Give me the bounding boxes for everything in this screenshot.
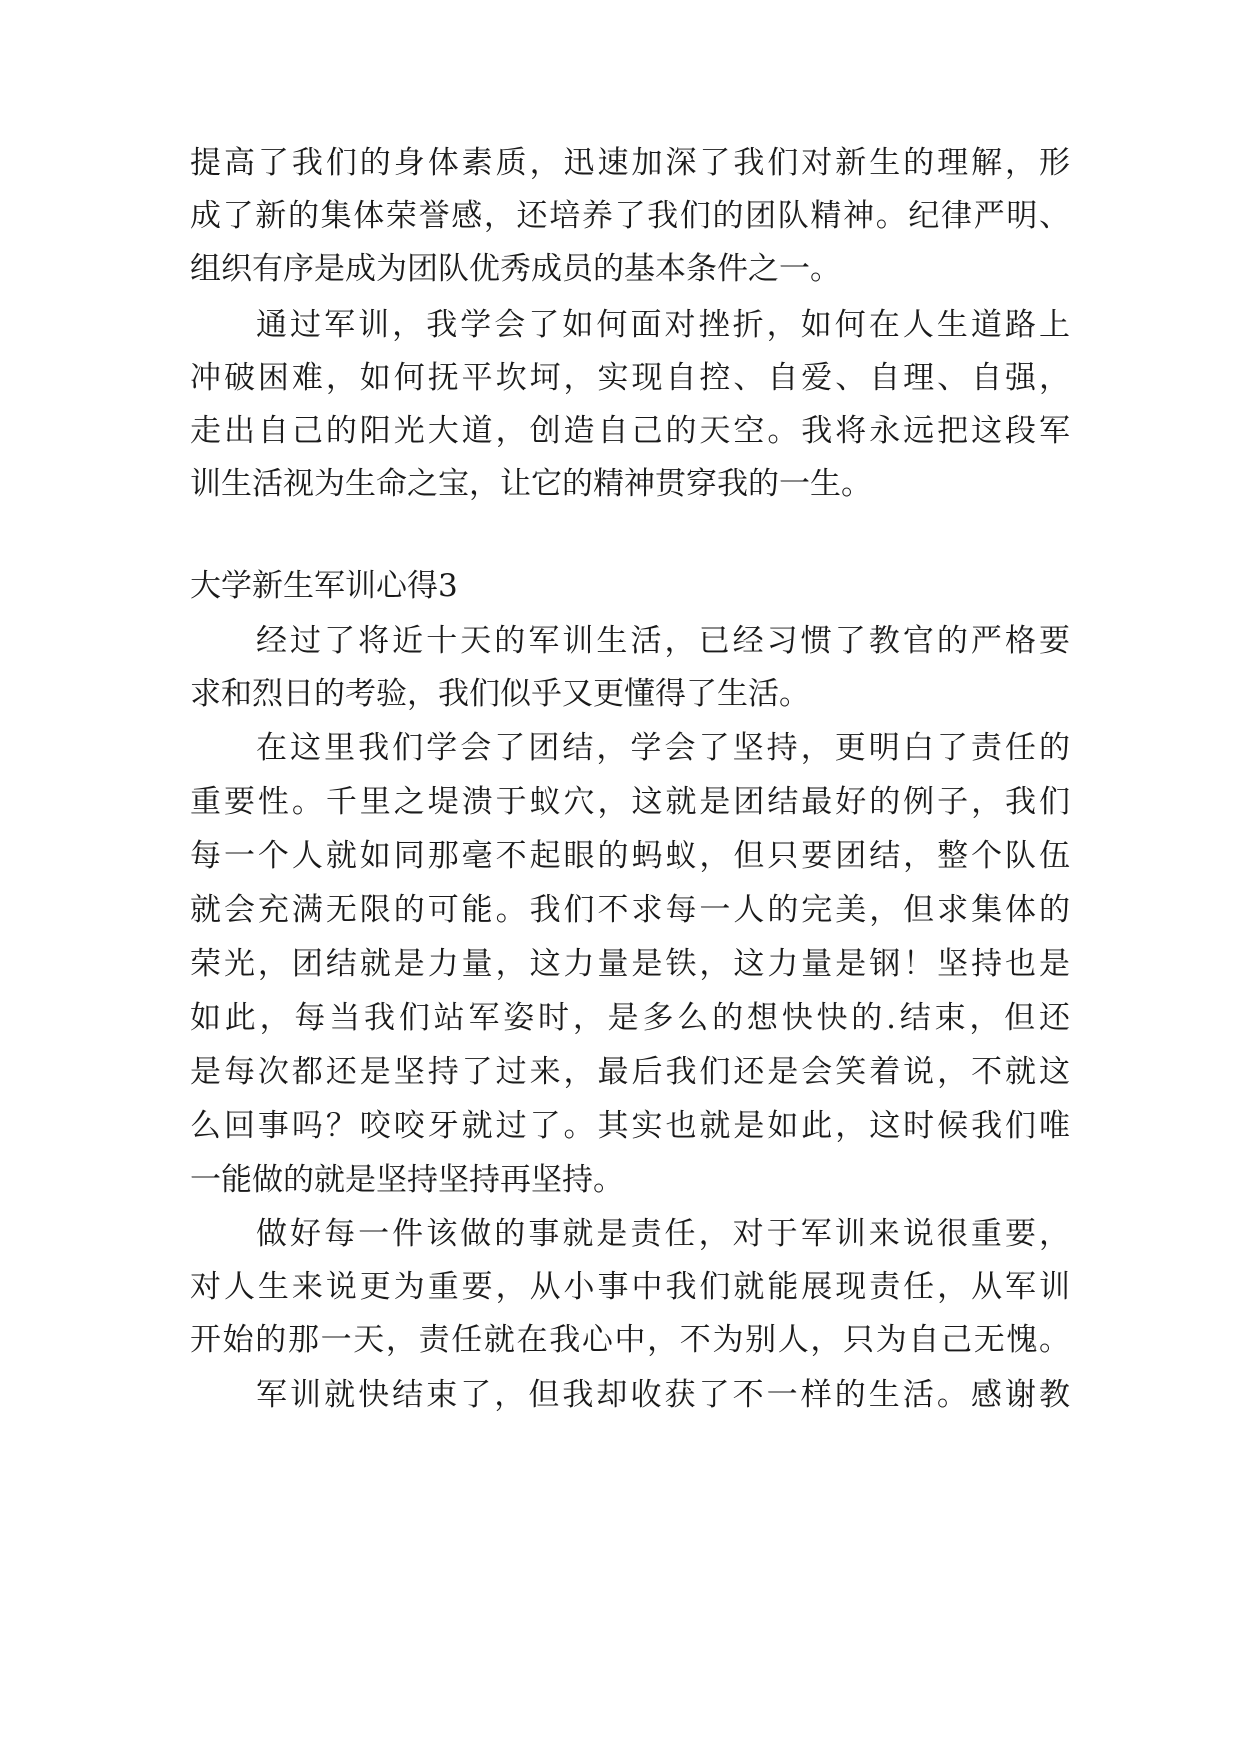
- paragraph-line: 是每次都还是坚持了过来，最后我们还是会笑着说，不就这: [190, 1054, 1070, 1090]
- paragraph-line: 对人生来说更为重要，从小事中我们就能展现责任，从军训: [190, 1269, 1070, 1305]
- paragraph-line: 每一个人就如同那毫不起眼的蚂蚁，但只要团结，整个队伍: [190, 838, 1070, 874]
- paragraph-line: 军训就快结束了，但我却收获了不一样的生活。感谢教: [256, 1377, 1070, 1413]
- paragraph-line: 重要性。千里之堤溃于蚁穴，这就是团结最好的例子，我们: [190, 784, 1070, 820]
- paragraph-line: 通过军训，我学会了如何面对挫折，如何在人生道路上: [256, 307, 1070, 343]
- section-heading: 大学新生军训心得3: [190, 568, 458, 604]
- paragraph-line: 开始的那一天，责任就在我心中，不为别人，只为自己无愧。: [190, 1322, 1070, 1358]
- paragraph-line: 一能做的就是坚持坚持再坚持。: [190, 1162, 624, 1198]
- paragraph-line: 在这里我们学会了团结，学会了坚持，更明白了责任的: [256, 730, 1070, 766]
- paragraph-line: 么回事吗？咬咬牙就过了。其实也就是如此，这时候我们唯: [190, 1108, 1070, 1144]
- paragraph-line: 冲破困难，如何抚平坎坷，实现自控、自爱、自理、自强，: [190, 360, 1070, 396]
- paragraph-line: 成了新的集体荣誉感，还培养了我们的团队精神。纪律严明、: [190, 198, 1070, 234]
- paragraph-line: 训生活视为生命之宝，让它的精神贯穿我的一生。: [190, 466, 872, 502]
- paragraph-line: 如此，每当我们站军姿时，是多么的想快快的.结束，但还: [190, 1000, 1070, 1036]
- paragraph-line: 提高了我们的身体素质，迅速加深了我们对新生的理解，形: [190, 145, 1070, 181]
- paragraph-line: 就会充满无限的可能。我们不求每一人的完美，但求集体的: [190, 892, 1070, 928]
- paragraph-line: 求和烈日的考验，我们似乎又更懂得了生活。: [190, 676, 810, 712]
- paragraph-line: 经过了将近十天的军训生活，已经习惯了教官的严格要: [256, 623, 1070, 659]
- paragraph-line: 荣光，团结就是力量，这力量是铁，这力量是钢！坚持也是: [190, 946, 1070, 982]
- paragraph-line: 组织有序是成为团队优秀成员的基本条件之一。: [190, 251, 841, 287]
- paragraph-line: 做好每一件该做的事就是责任，对于军训来说很重要，: [256, 1216, 1070, 1252]
- paragraph-line: 走出自己的阳光大道，创造自己的天空。我将永远把这段军: [190, 413, 1070, 449]
